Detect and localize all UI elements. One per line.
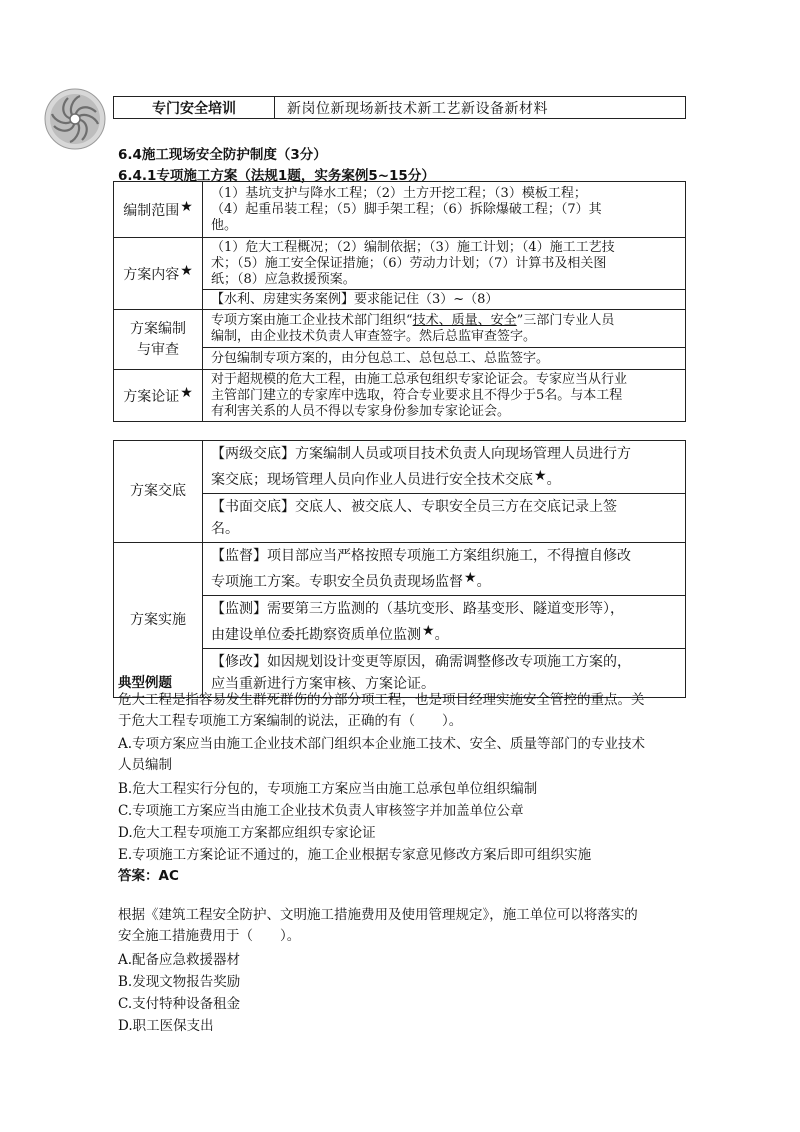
implementation-line: 【监测】需要第三方监测的（基坑变形、路基变形、隧道变形等），: [211, 601, 624, 617]
review-line: [211, 313, 679, 329]
demonstration-line: 对于超规模的危大工程，由施工总承包组织专家论证会。专家应当从行业: [211, 371, 628, 387]
q1-option-a: [118, 734, 682, 776]
row-label: [114, 370, 203, 422]
q1-answer: 答案：AC: [118, 868, 179, 884]
disclosure-line: 名。: [211, 521, 239, 537]
star-icon: ★: [464, 570, 477, 586]
spiral-logo-icon: [44, 88, 106, 150]
scope-line: 他。: [211, 217, 238, 233]
table-row: [114, 310, 686, 348]
review-text: 专项方案由施工企业技术部门组织“: [211, 312, 413, 328]
section-heading: 6.4施工现场安全防护制度（3分）: [118, 147, 327, 163]
row-content: [203, 543, 686, 596]
q2-option-a: A.配备应急救援器材: [118, 952, 241, 968]
disclosure-label: 方案交底: [114, 441, 203, 543]
row-label: [114, 238, 203, 310]
plan-implementation-table: [113, 440, 686, 698]
star-icon: ★: [422, 623, 435, 639]
content-label: 方案内容: [123, 267, 180, 283]
row-content: [203, 310, 686, 348]
table-row: [114, 182, 686, 238]
disclosure-line: 【两级交底】方案编制人员或项目技术负责人向现场管理人员进行方: [211, 446, 631, 462]
q1-stem-line: 危大工程是指容易发生群死群伤的分部分项工程，也是项目经理实施安全管控的重点。关: [118, 692, 645, 708]
table-row: [114, 370, 686, 422]
demonstration-line: 主管部门建立的专家库中选取，符合专业要求且不得少于5名。与本工程: [211, 387, 623, 403]
q2-option-d: D.职工医保支出: [118, 1018, 214, 1034]
implementation-label: 方案实施: [114, 543, 203, 698]
implementation-text: 由建设单位委托勘察资质单位监测: [211, 627, 421, 643]
star-icon: ★: [180, 263, 193, 279]
star-icon: ★: [180, 385, 193, 401]
q1-option-a-line: A.专项方案应当由施工企业技术部门组织本企业施工技术、安全、质量等部门的专业技术: [118, 736, 646, 752]
implementation-line: 【修改】如因规划设计变更等原因，确需调整修改专项施工方案的，: [211, 654, 631, 670]
table-row: [114, 441, 686, 494]
review-line: 编制，由企业技术负责人审查签字。然后总监审查签字。: [211, 328, 537, 344]
content-line: 术；（5）施工安全保证措施；（6）劳动力计划；（7）计算书及相关图: [211, 255, 607, 271]
section-subheading: 6.4.1专项施工方案（法规1题，实务案例5~15分）: [118, 168, 435, 184]
q2-option-b: B.发现文物报告奖励: [118, 974, 241, 990]
review-text: ”三部门专业人员: [516, 312, 615, 328]
row-content: [203, 596, 686, 649]
q2-stem: [118, 905, 682, 947]
disclosure-text: 案交底；现场管理人员向作业人员进行安全技术交底: [211, 472, 533, 488]
row-label: [114, 182, 203, 238]
row-content: [203, 370, 686, 422]
implementation-line: 应当重新进行方案审核、方案论证。: [211, 676, 435, 692]
scope-line: （1）基坑支护与降水工程；（2）土方开挖工程；（3）模板工程；: [211, 185, 587, 201]
subcontract-review: 分包编制专项方案的，由分包总工、总包总工、总监签字。: [203, 348, 686, 370]
row-label: [114, 310, 203, 370]
q1-option-b: B.危大工程实行分包的，专项施工方案应当由施工总承包单位组织编制: [118, 781, 538, 797]
q2-stem-line: 安全施工措施费用于（ ）。: [118, 928, 301, 944]
row-content: [203, 238, 686, 290]
demonstration-label: 方案论证: [123, 389, 180, 405]
implementation-text: 专项施工方案。专职安全员负责现场监督: [211, 574, 463, 590]
table-row: [114, 238, 686, 290]
training-table: [113, 96, 686, 119]
q1-option-e: E.专项施工方案论证不通过的，施工企业根据专家意见修改方案后即可组织实施: [118, 847, 592, 863]
disclosure-line: 案交底；现场管理人员向作业人员进行安全技术交底★。: [211, 468, 561, 488]
review-underlined: 技术、质量、安全: [412, 312, 517, 328]
star-icon: ★: [534, 468, 547, 484]
q1-option-a-line: 人员编制: [118, 757, 172, 773]
training-content: 新岗位新现场新技术新工艺新设备新材料: [275, 97, 686, 119]
training-label: 专门安全培训: [114, 97, 275, 119]
row-content: [203, 441, 686, 494]
implementation-line: 【监督】项目部应当严格按照专项施工方案组织施工，不得擅自修改: [211, 548, 631, 564]
row-content: [203, 182, 686, 238]
review-label-line2: 与审查: [137, 341, 179, 358]
scope-line: （4）起重吊装工程；（5）脚手架工程；（6）拆除爆破工程；（7）其: [211, 201, 602, 217]
demonstration-line: 有利害关系的人员不得以专家身份参加专家论证会。: [211, 403, 511, 419]
special-plan-table: [113, 181, 686, 422]
content-line: （1）危大工程概况；（2）编制依据；（3）施工计划；（4）施工工艺技: [211, 239, 615, 255]
q1-stem-line: 于危大工程专项施工方案编制的说法，正确的有（ ）。: [118, 713, 463, 729]
examples-heading: 典型例题: [118, 675, 172, 691]
q2-stem-line: 根据《建筑工程安全防护、文明施工措施费用及使用管理规定》，施工单位可以将落实的: [118, 907, 638, 923]
q1-option-d: D.危大工程专项施工方案都应组织专家论证: [118, 825, 376, 841]
implementation-line: 专项施工方案。专职安全员负责现场监督★。: [211, 570, 491, 590]
q2-option-c: C.支付特种设备租金: [118, 996, 241, 1012]
content-note: 【水利、房建实务案例】要求能记住（3）~（8）: [203, 290, 686, 310]
scope-label: 编制范围: [123, 203, 180, 219]
review-label-line1: 方案编制: [130, 320, 186, 337]
q1-stem: [118, 690, 682, 732]
q1-option-c: C.专项施工方案应当由施工企业技术负责人审核签字并加盖单位公章: [118, 803, 524, 819]
row-content: [203, 494, 686, 543]
content-line: 纸；（8）应急救援预案。: [211, 271, 356, 287]
table-row: [114, 543, 686, 596]
star-icon: ★: [180, 199, 193, 215]
implementation-line: 由建设单位委托勘察资质单位监测★。: [211, 623, 449, 643]
disclosure-line: 【书面交底】交底人、被交底人、专职安全员三方在交底记录上签: [211, 499, 617, 515]
